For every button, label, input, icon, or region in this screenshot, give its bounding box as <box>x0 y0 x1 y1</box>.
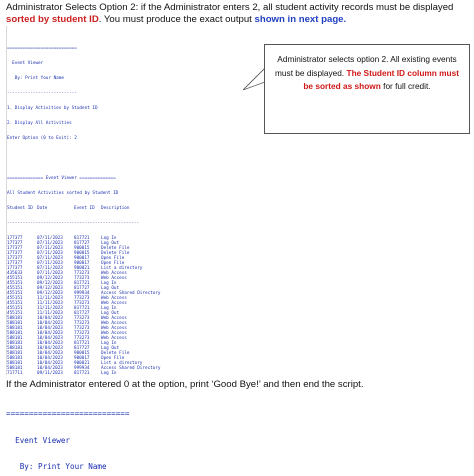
cell-description: Delete File <box>101 351 130 356</box>
cell-date: 07/11/2023 <box>37 246 63 251</box>
cell-description: Web Access <box>101 296 127 301</box>
cell-event-id: 773273 <box>74 316 90 321</box>
cell-event-id: 817721 <box>74 236 90 241</box>
callout-highlight: The Student ID column must be sorted as shown <box>303 67 459 91</box>
menu-line: =========================== <box>7 46 77 51</box>
cell-date: 10/04/2023 <box>37 351 63 356</box>
cell-student-id: 588181 <box>7 326 23 331</box>
cell-date: 11/11/2023 <box>37 306 63 311</box>
intro-next-page-emphasis: shown in next page. <box>254 13 347 25</box>
cell-date: 09/12/2023 <box>37 291 63 296</box>
activity-rows <box>7 236 264 375</box>
cell-event-id: 900015 <box>74 251 90 256</box>
cell-student-id: 588181 <box>7 341 23 346</box>
cell-description: Web Access <box>101 271 127 276</box>
listing-rule: --------------------------------------------------- <box>7 221 139 226</box>
cell-event-id: 817727 <box>74 241 90 246</box>
cell-event-id: 773273 <box>74 326 90 331</box>
listing-subtitle: All Student Activities sorted by Student ID <box>7 191 119 196</box>
cell-date: 07/11/2023 <box>37 261 63 266</box>
cell-date: 11/11/2023 <box>37 296 63 301</box>
cell-description: Log Out <box>101 286 120 291</box>
cell-event-id: 999934 <box>74 291 90 296</box>
cell-description: Log In <box>101 371 117 375</box>
cell-date: 07/11/2023 <box>37 271 63 276</box>
cell-description: Access Shared Directory <box>101 291 161 296</box>
listing-banner: ============== Event Viewer ============== <box>7 176 116 181</box>
cell-event-id: 900017 <box>74 256 90 261</box>
cell-date: 10/04/2023 <box>37 321 63 326</box>
cell-date: 10/04/2023 <box>37 346 63 351</box>
cell-event-id: 817721 <box>74 306 90 311</box>
blank-line <box>7 161 264 166</box>
cell-description: Log In <box>101 281 117 286</box>
cell-event-id: 817727 <box>74 286 90 291</box>
cell-student-id: 455151 <box>7 296 23 301</box>
cell-date: 10/04/2023 <box>37 331 63 336</box>
cell-description: Log In <box>101 341 117 346</box>
cell-description: Web Access <box>101 316 127 321</box>
cell-description: Web Access <box>101 331 127 336</box>
cell-event-id: 773273 <box>74 271 90 276</box>
callout-pointer <box>243 68 265 90</box>
cell-event-id: 817721 <box>74 371 90 375</box>
cell-description: Access Shared Directory <box>101 366 161 371</box>
cell-event-id: 817721 <box>74 341 90 346</box>
cell-description: Open File <box>101 356 125 361</box>
intro-sorted-emphasis: sorted by student ID <box>6 13 99 25</box>
cell-student-id: 435633 <box>7 271 23 276</box>
header-description: Description <box>101 206 130 211</box>
cell-description: Web Access <box>101 321 127 326</box>
cell-student-id: 588181 <box>7 356 23 361</box>
header-event-id: Event ID <box>74 206 95 211</box>
callout-text-2: for full credit. <box>380 81 431 91</box>
menu-line: --------------------------- <box>7 91 77 96</box>
cell-description: Delete File <box>101 246 130 251</box>
cell-date: 09/12/2023 <box>37 286 63 291</box>
cell-event-id: 773273 <box>74 321 90 326</box>
cell-description: Open File <box>101 256 125 261</box>
cell-student-id: 455151 <box>7 291 23 296</box>
menu-block <box>7 36 264 151</box>
cell-date: 10/04/2023 <box>37 326 63 331</box>
cell-student-id: 455151 <box>7 311 23 316</box>
cell-description: Delete File <box>101 251 130 256</box>
activity-row <box>7 371 264 375</box>
cell-date: 07/11/2023 <box>37 256 63 261</box>
cell-date: 07/11/2023 <box>37 241 63 246</box>
cell-description: Web Access <box>101 326 127 331</box>
menu-line: By: Print Your Name <box>7 76 64 81</box>
cell-description: Log Out <box>101 241 120 246</box>
menu-line: Event Viewer <box>7 61 44 66</box>
terminal-output-option-2 <box>6 26 264 375</box>
cell-student-id: 455151 <box>7 281 23 286</box>
cell-student-id: 177377 <box>7 246 23 251</box>
cell-description: Web Access <box>101 301 127 306</box>
menu-line: 2. Display All Activities <box>7 121 72 126</box>
menu-line: 1. Display Activities by Student ID <box>7 106 98 111</box>
cell-event-id: 900021 <box>74 266 90 271</box>
cell-event-id: 817727 <box>74 311 90 316</box>
cell-event-id: 900021 <box>74 361 90 366</box>
cell-student-id: 588181 <box>7 336 23 341</box>
cell-student-id: 588181 <box>7 321 23 326</box>
cell-date: 07/11/2023 <box>37 251 63 256</box>
cell-date: 10/04/2023 <box>37 341 63 346</box>
cell-event-id: 900015 <box>74 351 90 356</box>
cell-event-id: 773273 <box>74 301 90 306</box>
menu2-line: =========================== <box>6 409 130 419</box>
cell-student-id: 717711 <box>7 371 23 375</box>
cell-student-id: 177377 <box>7 261 23 266</box>
cell-description: Log Out <box>101 346 120 351</box>
cell-student-id: 177377 <box>7 236 23 241</box>
cell-date: 10/04/2023 <box>37 336 63 341</box>
intro-paragraph <box>6 2 470 25</box>
cell-date: 11/11/2023 <box>37 301 63 306</box>
cell-description: List a directory <box>101 361 143 366</box>
menu2-line: By: Print Your Name <box>6 461 107 471</box>
cell-date: 09/12/2023 <box>37 281 63 286</box>
intro-text-1: Administrator Selects Option 2: if the Administrator enters 2, all student activity records must be displayed <box>6 2 454 13</box>
cell-event-id: 773273 <box>74 331 90 336</box>
cell-event-id: 900017 <box>74 261 90 266</box>
cell-description: Web Access <box>101 336 127 341</box>
cell-event-id: 900015 <box>74 246 90 251</box>
cell-date: 10/04/2023 <box>37 316 63 321</box>
cell-date: 10/04/2023 <box>37 356 63 361</box>
cell-student-id: 455151 <box>7 301 23 306</box>
cell-event-id: 773273 <box>74 276 90 281</box>
intro-text-3: . You must produce the exact output <box>98 13 255 25</box>
cell-student-id: 177377 <box>7 251 23 256</box>
cell-student-id: 177377 <box>7 266 23 271</box>
cell-description: Open File <box>101 261 125 266</box>
cell-date: 10/04/2023 <box>37 366 63 371</box>
cell-date: 11/11/2023 <box>37 311 63 316</box>
cell-student-id: 588181 <box>7 366 23 371</box>
menu-line: Enter Option (0 to Exit): 2 <box>7 136 77 141</box>
cell-event-id: 817721 <box>74 281 90 286</box>
cell-date: 09/11/2023 <box>37 371 63 375</box>
cell-description: Log Out <box>101 311 120 316</box>
cell-date: 07/11/2023 <box>37 266 63 271</box>
cell-date: 07/11/2023 <box>37 236 63 241</box>
cell-event-id: 999934 <box>74 366 90 371</box>
terminal-output-option-0 <box>6 393 256 475</box>
cell-event-id: 773273 <box>74 296 90 301</box>
cell-student-id: 588181 <box>7 316 23 321</box>
cell-student-id: 588181 <box>7 351 23 356</box>
cell-description: List a directory <box>101 266 143 271</box>
cell-student-id: 588181 <box>7 346 23 351</box>
callout-text-1: Administrator selects option 2. All existing events must be displayed. <box>275 54 457 78</box>
outro-paragraph: If the Administrator entered 0 at the option, print ‘Good Bye!’ and then end the script. <box>6 379 364 390</box>
header-date: Date <box>37 206 48 211</box>
cell-student-id: 588181 <box>7 331 23 336</box>
cell-description: Log In <box>101 306 117 311</box>
header-student-id: Student ID <box>7 206 33 211</box>
cell-event-id: 900017 <box>74 356 90 361</box>
cell-student-id: 588181 <box>7 361 23 366</box>
cell-event-id: 773273 <box>74 336 90 341</box>
cell-student-id: 455151 <box>7 306 23 311</box>
cell-date: 10/04/2023 <box>37 361 63 366</box>
cell-student-id: 177377 <box>7 241 23 246</box>
cell-student-id: 455151 <box>7 286 23 291</box>
cell-student-id: 455151 <box>7 276 23 281</box>
menu2-line: Event Viewer <box>6 435 71 445</box>
cell-event-id: 817727 <box>74 346 90 351</box>
callout-box <box>264 44 470 134</box>
cell-date: 09/12/2023 <box>37 276 63 281</box>
cell-student-id: 177377 <box>7 256 23 261</box>
listing-header-row <box>7 206 264 211</box>
cell-description: Log In <box>101 236 117 241</box>
cell-description: Web Access <box>101 276 127 281</box>
